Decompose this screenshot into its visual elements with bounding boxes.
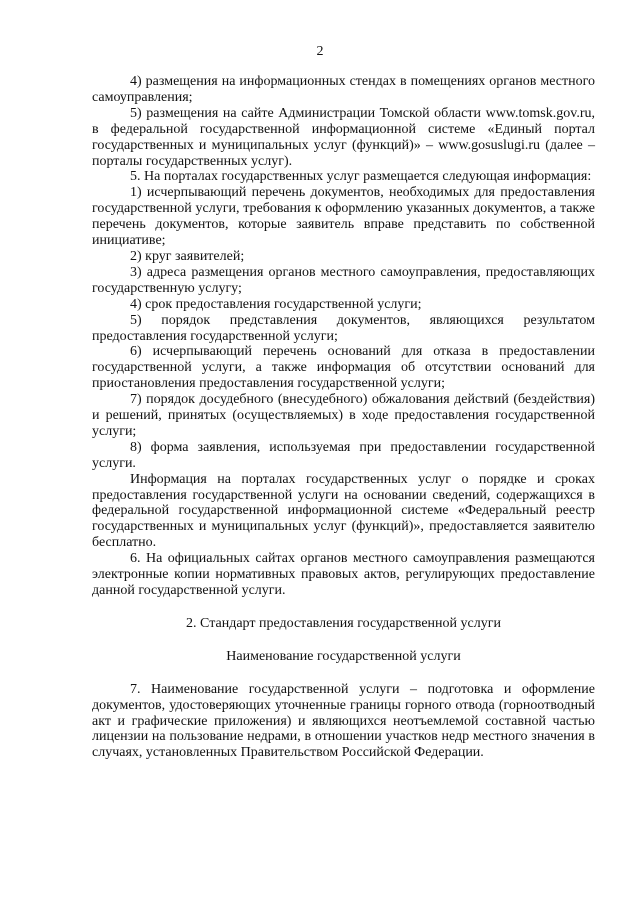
paragraph-section-6: 6. На официальных сайтах органов местного самоуправления размещаются электронные копии нормативных правовых актов, регулирующих предоставление данной государственной услуги. [92,551,595,598]
subsection-heading: Наименование государственной услуги [226,648,461,664]
list-item-5-result: 5) порядок представления документов, являющихся результатом предоставления государственной услуги; [92,312,595,344]
list-item-6-refusal: 6) исчерпывающий перечень оснований для отказа в предоставлении государственной услуги, а также информация об отсутствии оснований для приостановления предоставления государственной услуги; [92,344,595,392]
list-item-4-term: 4) срок предоставления государственной услуги; [130,296,422,312]
list-item-1-documents: 1) исчерпывающий перечень документов, необходимых для предоставления государственной услуги, требования к оформлению указанных документов, а также перечень документов, которые заявитель вправе представить по собственной инициативе; [92,185,595,249]
list-item-3-addresses: 3) адреса размещения органов местного самоуправления, предоставляющих государственную услугу; [92,264,595,296]
paragraph-4-stands: 4) размещения на информационных стендах в помещениях органов местного самоуправления; [92,74,595,105]
paragraph-section-7: 7. Наименование государственной услуги – подготовка и оформление документов, удостоверяющих уточненные границы горного отвода (горноотводный акт и графические приложения) и являющихся неотъемлемой составной частью лицензии на пользование недрами, в отношении участков недр местного значения в случаях, установленных Правительством Российской Федерации. [92,681,595,761]
paragraph-section-5: 5. На порталах государственных услуг размещается следующая информация: [130,169,592,185]
section-heading: 2. Стандарт предоставления государственной услуги [186,615,501,631]
list-item-7-appeal: 7) порядок досудебного (внесудебного) обжалования действий (бездействия) и решений, принятых (осуществляемых) в ходе предоставления государственной услуги; [92,392,595,439]
document-body [92,74,595,761]
paragraph-5-websites: 5) размещения на сайте Администрации Томской области www.tomsk.gov.ru, в федеральной государственной информационной системе «Единый портал государственных и муниципальных услуг (функций)» – www.gosuslugi.ru (далее – порталы государственных услуг). [92,105,595,169]
list-item-8-form: 8) форма заявления, используемая при предоставлении государственной услуги. [92,439,595,471]
paragraph-free-info: Информация на порталах государственных услуг о порядке и сроках предоставления государственной услуги на основании сведений, содержащихся в федеральной государственной информационной системе «Федеральный реестр государственных и муниципальных услуг (функций)», предоставляется заявителю бесплатно. [92,471,595,551]
page-number: 2 [316,44,324,59]
list-item-2-applicants: 2) круг заявителей; [130,248,245,264]
